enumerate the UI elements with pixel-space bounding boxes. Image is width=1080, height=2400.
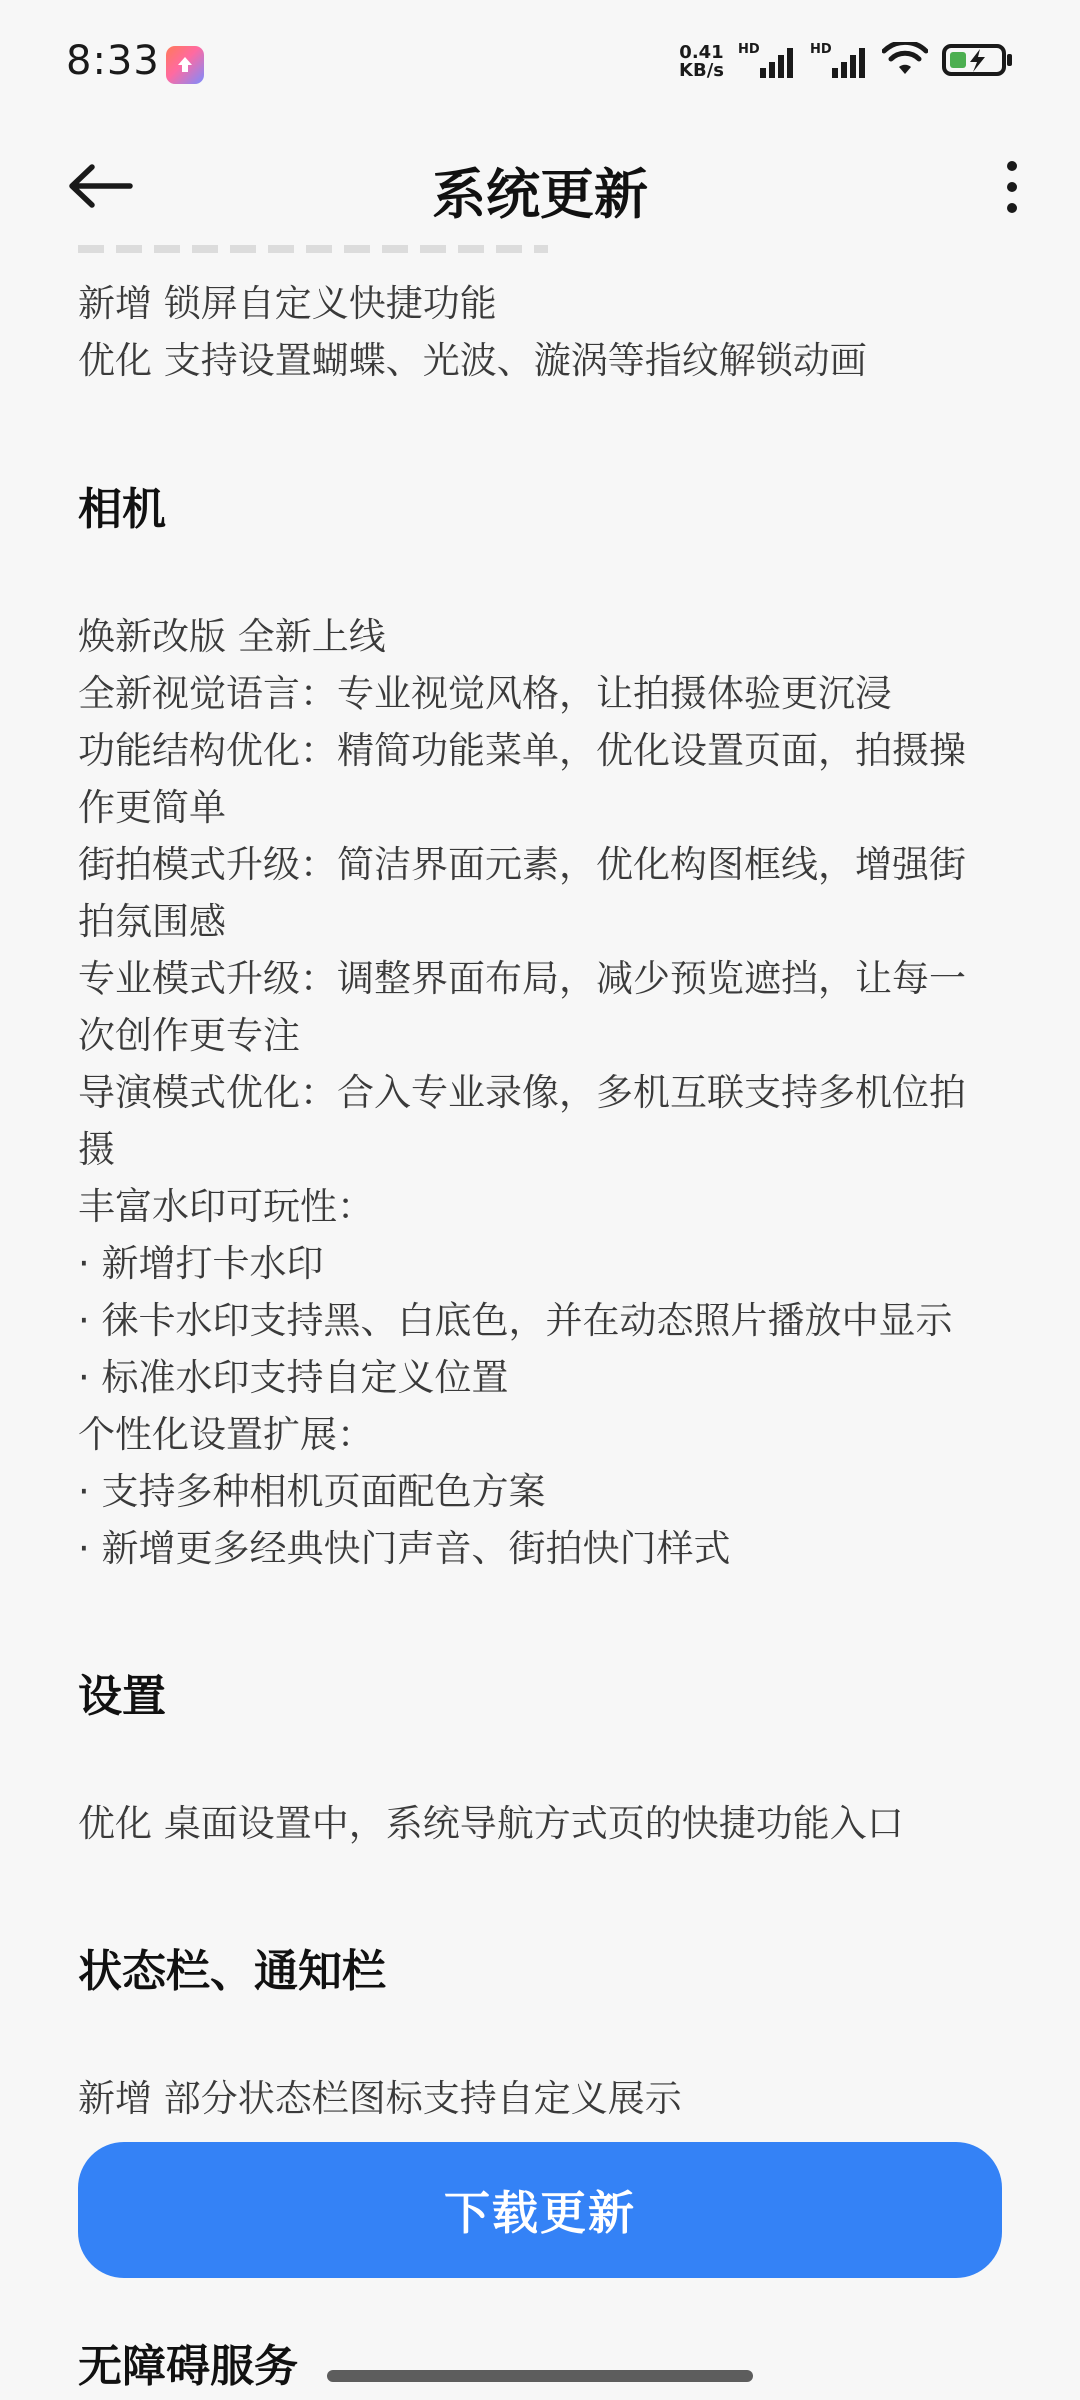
page-title: 系统更新: [432, 163, 648, 226]
camera-line-12: · 新增打卡水印: [78, 1242, 324, 1285]
camera-line-10: 摄: [78, 1128, 115, 1171]
settings-section-title: 设置: [78, 1671, 166, 1722]
cut-off-text: [78, 245, 548, 253]
battery-charging-icon: [942, 42, 1014, 82]
more-vertical-icon: [1005, 159, 1019, 215]
release-notes-content[interactable]: [0, 245, 1080, 2400]
camera-line-5: 街拍模式升级：简洁界面元素，优化构图框线，增强街: [78, 843, 966, 886]
camera-line-1: 焕新改版 全新上线: [78, 615, 386, 658]
settings-line-1: 优化 桌面设置中，系统导航方式页的快捷功能入口: [78, 1802, 904, 1845]
camera-line-9: 导演模式优化：合入专业录像，多机互联支持多机位拍: [78, 1071, 966, 1114]
hd-label-1: HD: [738, 42, 760, 57]
network-speed: [679, 44, 724, 80]
camera-line-4: 作更简单: [78, 786, 226, 829]
statusbar-section-title: 状态栏、通知栏: [78, 1946, 386, 1997]
camera-line-14: · 标准水印支持自定义位置: [78, 1356, 509, 1399]
camera-line-11: 丰富水印可玩性：: [78, 1185, 374, 1228]
network-speed-unit: KB/s: [679, 60, 724, 81]
hd-label-2: HD: [810, 42, 832, 57]
lockscreen-line-2: 优化 支持设置蝴蝶、光波、漩涡等指纹解锁动画: [78, 339, 867, 382]
camera-line-2: 全新视觉语言：专业视觉风格，让拍摄体验更沉浸: [78, 672, 892, 715]
gesture-navigation-bar[interactable]: [327, 2370, 753, 2382]
network-speed-value: 0.41: [679, 42, 724, 63]
camera-line-16: · 支持多种相机页面配色方案: [78, 1470, 546, 1513]
status-time: 8:33: [66, 38, 160, 84]
wifi-icon: [882, 42, 928, 82]
more-options-button[interactable]: [992, 154, 1032, 220]
camera-line-6: 拍氛围感: [78, 900, 226, 943]
camera-line-13: · 徕卡水印支持黑、白底色，并在动态照片播放中显示: [78, 1299, 953, 1342]
camera-line-8: 次创作更专注: [78, 1014, 300, 1057]
cellular-signal-1-icon: [738, 44, 796, 80]
update-app-icon: [166, 46, 204, 84]
camera-line-17: · 新增更多经典快门声音、街拍快门样式: [78, 1527, 731, 1570]
download-update-button[interactable]: 下载更新: [78, 2142, 1002, 2278]
camera-line-7: 专业模式升级：调整界面布局，减少预览遮挡，让每一: [78, 957, 966, 1000]
accessibility-section-title: 无障碍服务: [78, 2341, 298, 2392]
app-header: [0, 130, 1080, 245]
statusbar-line-1: 新增 部分状态栏图标支持自定义展示: [78, 2077, 682, 2120]
camera-line-15: 个性化设置扩展：: [78, 1413, 374, 1456]
status-icons: [679, 42, 1014, 82]
lockscreen-line-1: 新增 锁屏自定义快捷功能: [78, 282, 497, 325]
cellular-signal-2-icon: [810, 44, 868, 80]
camera-line-3: 功能结构优化：精简功能菜单，优化设置页面，拍摄操: [78, 729, 966, 772]
camera-section-title: 相机: [78, 484, 166, 535]
status-bar: [0, 0, 1080, 130]
